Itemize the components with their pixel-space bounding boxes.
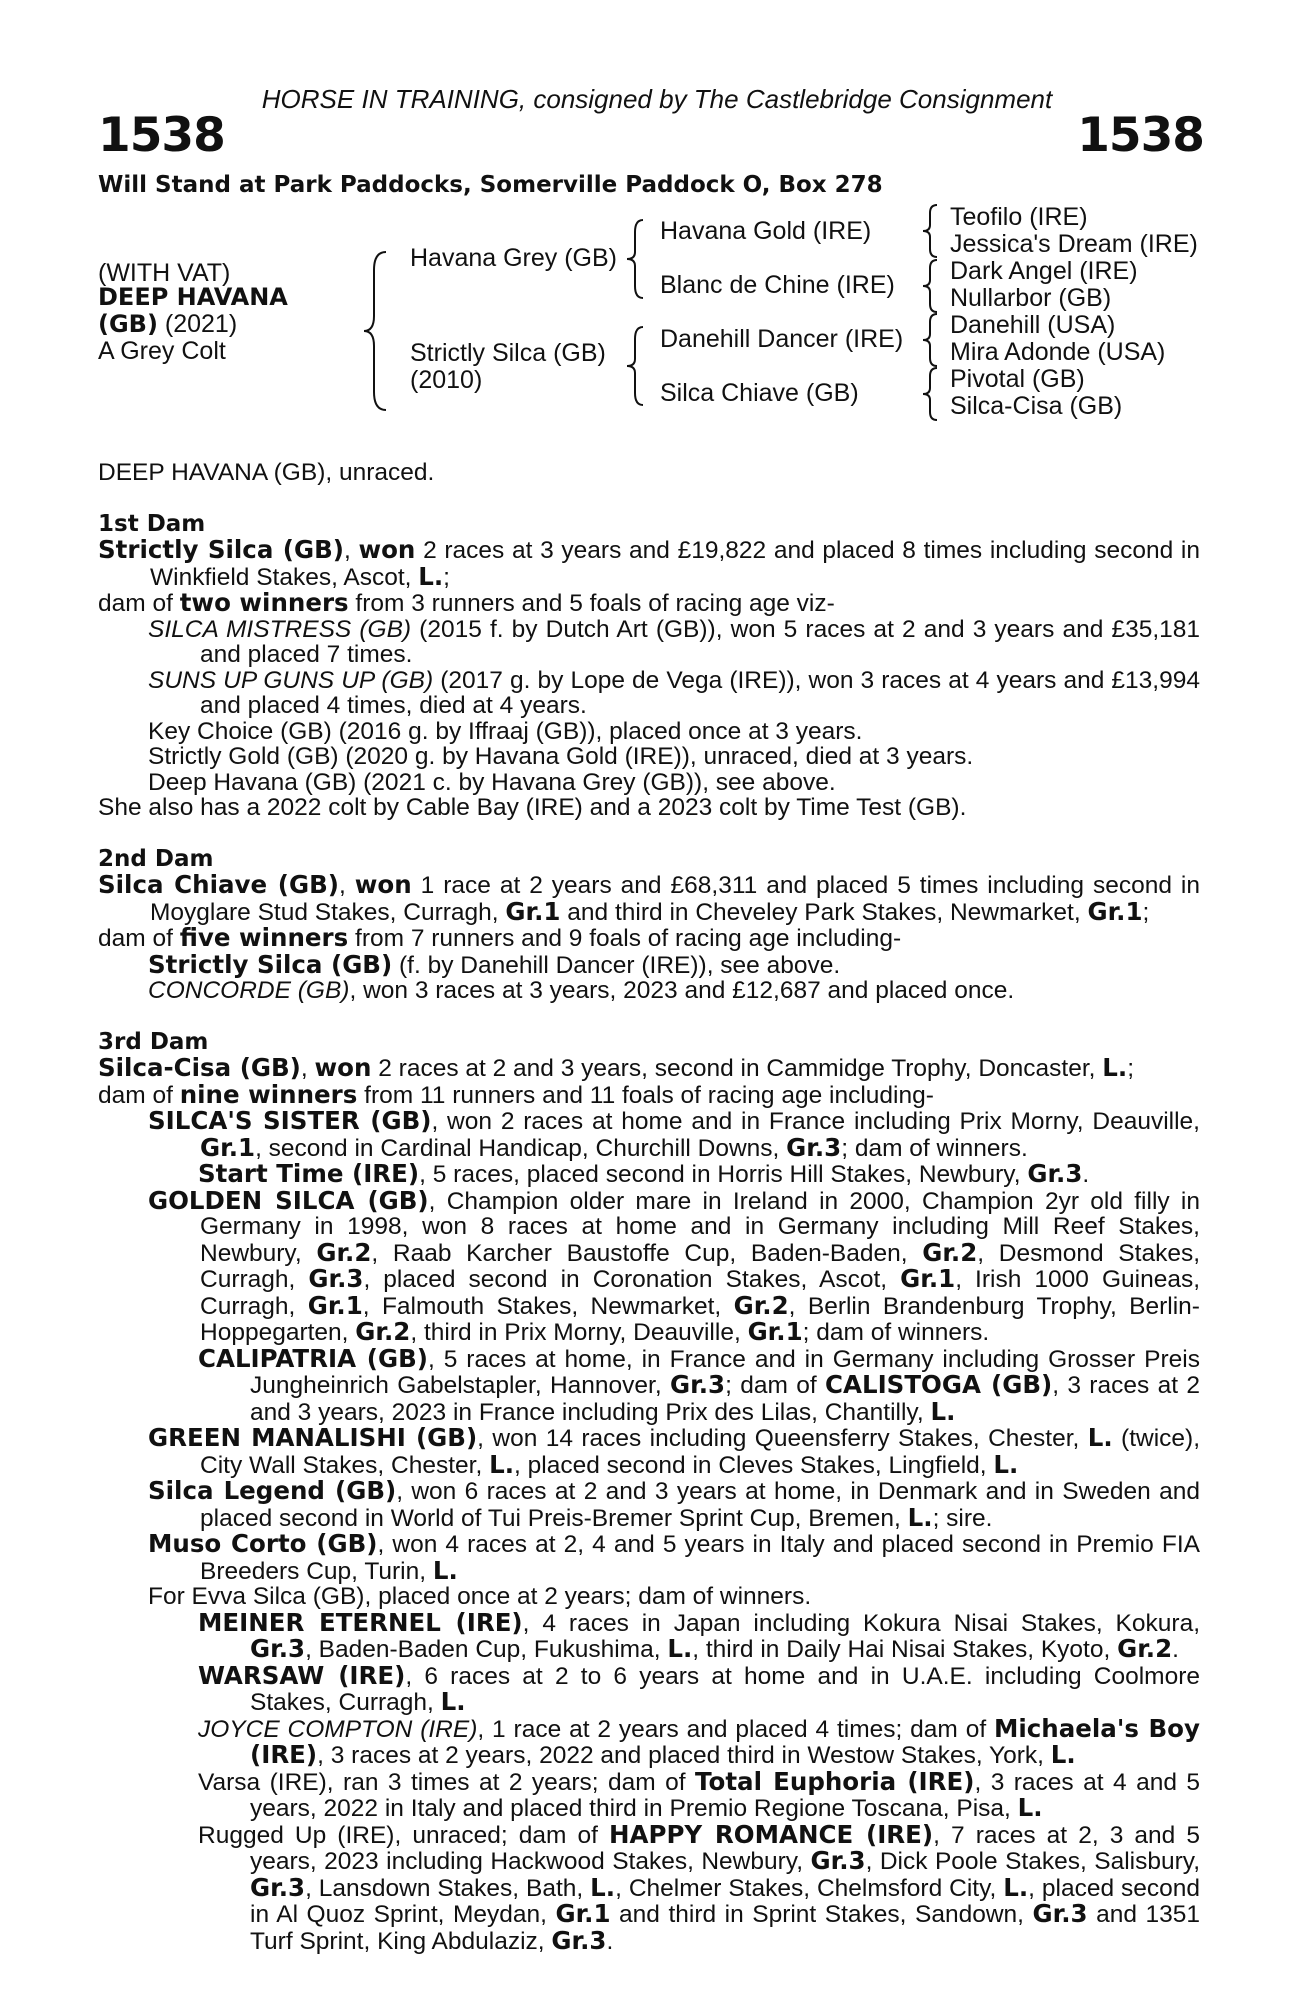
section-heading: 3rd Dam bbox=[98, 1028, 209, 1055]
paragraph: WARSAW (IRE), 6 races at 2 to 6 years at home and in U.A.E. including Coolmore Stakes, Curragh, L. bbox=[198, 1660, 1200, 1716]
paragraph: Silca-Cisa (GB), won 2 races at 2 and 3 years, second in Cammidge Trophy, Doncaster, L.; bbox=[98, 1053, 1134, 1082]
paragraph: SILCA'S SISTER (GB), won 2 races at home and in France including Prix Morny, Deauville, Gr.1, second in Cardinal Handicap, Churchill Downs, Gr.3; dam of winners. bbox=[148, 1106, 1200, 1162]
paragraph: CALIPATRIA (GB), 5 races at home, in France and in Germany including Grosser Preis Jungheinrich Gabelstapler, Hannover, Gr.3; dam of CALISTOGA (GB), 3 races at 2 and 3 years, 2023 in France including Prix des Lilas, Chantilly, L. bbox=[198, 1343, 1200, 1426]
paragraph: Rugged Up (IRE), unraced; dam of HAPPY ROMANCE (IRE), 7 races at 2, 3 and 5 years, 2023 including Hackwood Stakes, Newbury, Gr.3, Dick Poole Stakes, Salisbury, Gr.3, Lansdown Stakes, Bath, L., Chelmer Stakes, Chelmsford City, L., placed second in Al Quoz Sprint, Meydan, Gr.1 and third in Sprint Stakes, Sandown, Gr.3 and 1351 Turf Sprint, King Abdulaziz, Gr.3. bbox=[198, 1819, 1201, 1955]
horse-country: (GB) bbox=[98, 310, 158, 338]
paragraph: Silca Legend (GB), won 6 races at 2 and 3 years at home, in Denmark and in Sweden and placed second in World of Tui Preis-Bremer Sprint Cup, Bremen, L.; sire. bbox=[148, 1476, 1200, 1532]
gg-sire-sire-sire: Teofilo (IRE) bbox=[950, 203, 1088, 231]
gg-dam-dam-sire: Pivotal (GB) bbox=[950, 365, 1085, 393]
paragraph: Start Time (IRE), 5 races, placed second in Horris Hill Stakes, Newbury, Gr.3. bbox=[198, 1159, 1090, 1188]
pedigree-brace-ds bbox=[921, 312, 943, 368]
paragraph: Muso Corto (GB), won 4 races at 2, 4 and 5 years in Italy and placed second in Premio FIA Breeders Cup, Turin, L. bbox=[148, 1529, 1200, 1585]
vat-label: (WITH VAT) bbox=[98, 259, 231, 287]
pedigree-brace-ss bbox=[921, 203, 943, 259]
paragraph: dam of five winners from 7 runners and 9 foals of racing age including- bbox=[98, 923, 902, 952]
paragraph: Strictly Silca (GB), won 2 races at 3 years and £19,822 and placed 8 times including second in Winkfield Stakes, Ascot, L.; bbox=[98, 535, 1200, 591]
paragraph: dam of two winners from 3 runners and 5 foals of racing age viz- bbox=[98, 588, 835, 617]
gg-dam-sire-sire: Danehill (USA) bbox=[950, 311, 1116, 339]
section-heading: 2nd Dam bbox=[98, 845, 214, 872]
spacer bbox=[98, 486, 1200, 512]
paragraph: GOLDEN SILCA (GB), Champion older mare in Ireland in 2000, Champion 2yr old filly in Germany in 1998, won 8 races at home and in Germany including Mill Reef Stakes, Newbury, Gr.2, Raab Karcher Baustoffe Cup, Baden-Baden, Gr.2, Desmond Stakes, Curragh, Gr.3, placed second in Coronation Stakes, Ascot, Gr.1, Irish 1000 Guineas, Curragh, Gr.1, Falmouth Stakes, Newmarket, Gr.2, Berlin Brandenburg Trophy, Berlin-Hoppegarten, Gr.2, third in Prix Morny, Deauville, Gr.1; dam of winners. bbox=[148, 1185, 1201, 1346]
spacer bbox=[98, 821, 1200, 847]
horse-description: A Grey Colt bbox=[98, 337, 226, 365]
paragraph: Strictly Gold (GB) (2020 g. by Havana Gold (IRE)), unraced, died at 3 years. bbox=[148, 743, 974, 770]
lot-number-left: 1538 bbox=[98, 108, 225, 163]
stand-location: Will Stand at Park Paddocks, Somerville Paddock O, Box 278 bbox=[98, 172, 883, 198]
paragraph: SUNS UP GUNS UP (GB) (2017 g. by Lope de Vega (IRE)), won 3 races at 4 years and £13,994 and placed 4 times, died at 4 years. bbox=[148, 666, 1200, 719]
sire-name: Havana Grey (GB) bbox=[410, 244, 618, 272]
paragraph: dam of nine winners from 11 runners and 11 foals of racing age including- bbox=[98, 1079, 934, 1109]
pedigree-notes bbox=[98, 460, 1200, 1954]
gg-sire-dam-dam: Nullarbor (GB) bbox=[950, 284, 1112, 312]
horse-name: DEEP HAVANA bbox=[98, 283, 288, 311]
paragraph: DEEP HAVANA (GB), unraced. bbox=[98, 459, 435, 486]
paragraph: GREEN MANALISHI (GB), won 14 races including Queensferry Stakes, Chester, L. (twice), City Wall Stakes, Chester, L., placed second in Cleves Stakes, Lingfield, L. bbox=[148, 1423, 1200, 1479]
spacer bbox=[98, 1004, 1200, 1030]
lot-number-right: 1538 bbox=[1077, 108, 1204, 163]
pedigree-brace-dam bbox=[625, 325, 649, 407]
dam-name: Strictly Silca (GB) bbox=[410, 339, 606, 367]
pedigree-brace-main bbox=[362, 250, 392, 412]
pedigree-brace-dd bbox=[921, 366, 943, 422]
paragraph: Varsa (IRE), ran 3 times at 2 years; dam of Total Euphoria (IRE), 3 races at 4 and 5 years, 2022 in Italy and placed third in Premio Regione Toscana, Pisa, L. bbox=[198, 1766, 1201, 1822]
paragraph: Strictly Silca (GB) (f. by Danehill Dancer (IRE)), see above. bbox=[148, 949, 841, 979]
paragraph: Deep Havana (GB) (2021 c. by Havana Grey (GB)), see above. bbox=[148, 768, 836, 796]
gg-dam-dam-dam: Silca-Cisa (GB) bbox=[950, 392, 1123, 420]
paragraph: She also has a 2022 colt by Cable Bay (IRE) and a 2023 colt by Time Test (GB). bbox=[98, 794, 967, 821]
pedigree-brace-sire bbox=[625, 218, 649, 300]
horse-year: (2021) bbox=[157, 310, 238, 338]
pedigree-brace-sd bbox=[921, 258, 943, 314]
paragraph: Key Choice (GB) (2016 g. by Iffraaj (GB)), placed once at 3 years. bbox=[148, 717, 863, 745]
dam-sire: Danehill Dancer (IRE) bbox=[660, 325, 904, 353]
gg-dam-sire-dam: Mira Adonde (USA) bbox=[950, 338, 1166, 366]
paragraph: For Evva Silca (GB), placed once at 2 years; dam of winners. bbox=[148, 1583, 812, 1610]
paragraph: Silca Chiave (GB), won 1 race at 2 years and £68,311 and placed 5 times including second in Moyglare Stud Stakes, Curragh, Gr.1 and third in Cheveley Park Stakes, Newmarket, Gr.1; bbox=[98, 870, 1200, 926]
paragraph: MEINER ETERNEL (IRE), 4 races in Japan including Kokura Nisai Stakes, Kokura, Gr.3, Baden-Baden Cup, Fukushima, L., third in Daily Hai Nisai Stakes, Kyoto, Gr.2. bbox=[198, 1607, 1200, 1663]
paragraph: SILCA MISTRESS (GB) (2015 f. by Dutch Art (GB)), won 5 races at 2 and 3 years and £35,181 and placed 7 times. bbox=[148, 615, 1201, 668]
dam-year: (2010) bbox=[410, 366, 483, 394]
paragraph: CONCORDE (GB), won 3 races at 3 years, 2023 and £12,687 and placed once. bbox=[148, 977, 1015, 1004]
paragraph: JOYCE COMPTON (IRE), 1 race at 2 years and placed 4 times; dam of Michaela's Boy (IRE), 3 races at 2 years, 2022 and placed third in Westow Stakes, York, L. bbox=[198, 1713, 1200, 1769]
horse-origin-year bbox=[98, 311, 237, 338]
gg-sire-dam-sire: Dark Angel (IRE) bbox=[950, 257, 1138, 285]
sire-sire: Havana Gold (IRE) bbox=[660, 217, 872, 245]
section-heading: 1st Dam bbox=[98, 510, 206, 537]
consignment-header: HORSE IN TRAINING, consigned by The Castlebridge Consignment bbox=[261, 84, 1053, 114]
dam-dam: Silca Chiave (GB) bbox=[660, 379, 859, 407]
gg-sire-sire-dam: Jessica's Dream (IRE) bbox=[950, 230, 1198, 258]
sire-dam: Blanc de Chine (IRE) bbox=[660, 271, 895, 299]
